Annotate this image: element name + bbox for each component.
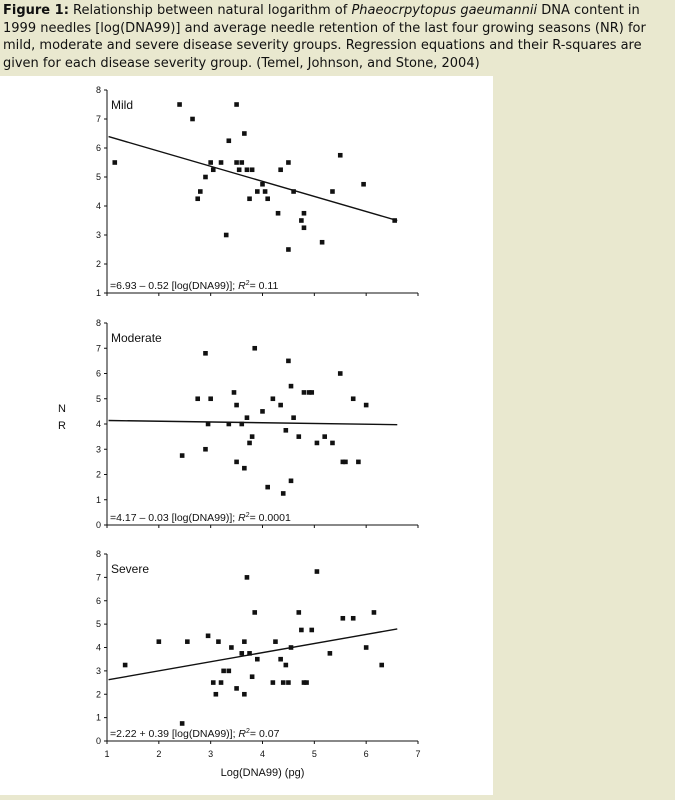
severe-data-point: [315, 569, 320, 574]
moderate-data-point: [260, 409, 265, 414]
mild-regression-line: [109, 137, 398, 221]
moderate-y-tick-label: 7: [95, 343, 101, 354]
mild-data-point: [234, 160, 239, 165]
moderate-data-point: [278, 403, 283, 408]
moderate-data-point: [232, 390, 237, 395]
y-axis-label-line: R: [58, 420, 66, 432]
severe-x-tick-label: 6: [363, 749, 369, 759]
figure-panel: [0, 76, 493, 795]
mild-panel-title: Mild: [111, 98, 134, 112]
moderate-y-tick-label: 8: [95, 318, 101, 328]
moderate-data-point: [203, 351, 208, 356]
figure-label: Figure 1:: [3, 3, 69, 18]
moderate-data-point: [284, 428, 289, 433]
severe-data-point: [304, 680, 309, 685]
mild-data-point: [198, 189, 203, 194]
severe-data-point: [299, 628, 304, 633]
severe-data-point: [229, 645, 234, 650]
mild-data-point: [263, 189, 268, 194]
moderate-data-point: [180, 453, 185, 458]
mild-data-point: [190, 117, 195, 122]
moderate-data-point: [364, 403, 369, 408]
moderate-y-tick-label: 1: [95, 494, 101, 505]
moderate-regression-line: [109, 420, 398, 424]
moderate-data-point: [206, 422, 211, 427]
mild-data-point: [276, 211, 281, 216]
mild-data-point: [242, 131, 247, 136]
mild-data-point: [224, 233, 229, 238]
moderate-y-tick-label: 3: [95, 444, 101, 455]
severe-data-point: [286, 680, 291, 685]
severe-y-tick-label: 8: [95, 549, 101, 559]
mild-y-tick-label: 6: [95, 143, 101, 153]
moderate-y-tick-label: 0: [95, 520, 101, 530]
moderate-regression-equation: =4.17 – 0.03 [log(DNA99)]; $R^2= 0.0001$: [110, 512, 291, 524]
moderate-y-tick-label: 5: [95, 393, 101, 404]
severe-data-point: [379, 663, 384, 668]
severe-data-point: [351, 616, 356, 621]
moderate-data-point: [239, 422, 244, 427]
mild-y-tick-label: 1: [95, 288, 101, 298]
severe-data-point: [341, 616, 346, 621]
moderate-data-point: [247, 441, 252, 446]
moderate-data-point: [250, 434, 255, 439]
mild-data-point: [265, 196, 270, 201]
moderate-data-point: [245, 415, 250, 420]
moderate-data-point: [208, 396, 213, 401]
mild-data-point: [338, 153, 343, 158]
severe-data-point: [372, 610, 377, 615]
severe-y-tick-label: 4: [95, 642, 101, 653]
y-axis-label-line: N: [58, 403, 66, 415]
severe-data-point: [206, 634, 211, 639]
moderate-data-point: [296, 434, 301, 439]
mild-y-tick-label: 5: [95, 172, 101, 182]
severe-data-point: [185, 639, 190, 644]
species-name: Phaeocrpytopus gaeumannii: [351, 3, 538, 18]
severe-data-point: [296, 610, 301, 615]
severe-x-tick-label: 3: [208, 749, 214, 759]
mild-data-point: [286, 247, 291, 252]
mild-data-point: [286, 160, 291, 165]
severe-data-point: [227, 669, 232, 674]
severe-data-point: [328, 651, 333, 656]
moderate-data-point: [289, 479, 294, 484]
mild-data-point: [255, 189, 260, 194]
moderate-data-point: [309, 390, 314, 395]
mild-data-point: [237, 167, 242, 172]
severe-data-point: [255, 657, 260, 662]
mild-y-tick-label: 3: [95, 230, 101, 240]
scatter-charts: [0, 76, 493, 795]
severe-data-point: [364, 645, 369, 650]
mild-data-point: [330, 189, 335, 194]
caption-text-1: Relationship between natural logarithm of: [68, 3, 352, 18]
mild-data-point: [291, 189, 296, 194]
moderate-data-point: [265, 485, 270, 490]
mild-data-point: [247, 196, 252, 201]
severe-data-point: [234, 686, 239, 691]
severe-data-point: [211, 680, 216, 685]
severe-x-tick-label: 7: [415, 749, 421, 759]
mild-data-point: [234, 102, 239, 107]
moderate-data-point: [343, 460, 348, 465]
severe-y-tick-label: 3: [95, 665, 101, 676]
severe-regression-equation: =2.22 + 0.39 [log(DNA99)]; $R^2= 0.07$: [110, 728, 280, 740]
severe-data-point: [214, 692, 219, 697]
mild-data-point: [208, 160, 213, 165]
severe-data-point: [219, 680, 224, 685]
severe-data-point: [245, 575, 250, 580]
moderate-data-point: [356, 460, 361, 465]
mild-data-point: [177, 102, 182, 107]
mild-data-point: [278, 167, 283, 172]
severe-data-point: [242, 692, 247, 697]
mild-data-point: [361, 182, 366, 187]
severe-data-point: [157, 639, 162, 644]
moderate-data-point: [330, 441, 335, 446]
caption-text-2: DNA content in 1999 needles [log(DNA99)] and average needle retention of the last four growing seasons (NR) for mild, moderate and severe disease severity groups. Regression equations and their R-squares are given for each disease severity group. (Temel, Johnson, and Stone, 2004): [3, 3, 646, 71]
moderate-data-point: [252, 346, 257, 351]
mild-data-point: [195, 196, 200, 201]
mild-y-tick-label: 8: [95, 85, 101, 95]
mild-data-point: [245, 167, 250, 172]
severe-x-tick-label: 5: [311, 749, 317, 759]
moderate-y-tick-label: 6: [95, 368, 101, 379]
mild-data-point: [203, 175, 208, 180]
mild-data-point: [302, 225, 307, 230]
severe-x-tick-label: 1: [104, 749, 110, 759]
severe-data-point: [247, 651, 252, 656]
mild-y-tick-label: 2: [95, 259, 101, 269]
severe-y-tick-label: 0: [95, 736, 101, 746]
moderate-y-tick-label: 2: [95, 469, 101, 480]
severe-y-tick-label: 1: [95, 712, 101, 723]
severe-data-point: [284, 663, 289, 668]
moderate-data-point: [322, 434, 327, 439]
moderate-data-point: [271, 396, 276, 401]
severe-data-point: [252, 610, 257, 615]
severe-y-tick-label: 5: [95, 619, 101, 630]
moderate-data-point: [291, 415, 296, 420]
severe-data-point: [309, 628, 314, 633]
moderate-data-point: [289, 384, 294, 389]
moderate-data-point: [195, 396, 200, 401]
severe-data-point: [281, 680, 286, 685]
x-axis-label: Log(DNA99) (pg): [220, 767, 305, 779]
severe-data-point: [221, 669, 226, 674]
moderate-data-point: [302, 390, 307, 395]
mild-y-tick-label: 7: [95, 114, 101, 124]
moderate-data-point: [286, 359, 291, 364]
mild-data-point: [211, 167, 216, 172]
moderate-data-point: [234, 403, 239, 408]
severe-panel-title: Severe: [111, 562, 150, 576]
moderate-data-point: [315, 441, 320, 446]
severe-data-point: [242, 639, 247, 644]
mild-data-point: [320, 240, 325, 245]
severe-y-tick-label: 6: [95, 595, 101, 606]
moderate-y-tick-label: 4: [95, 419, 101, 429]
mild-data-point: [227, 138, 232, 143]
mild-data-point: [260, 182, 265, 187]
moderate-panel-title: Moderate: [111, 331, 162, 345]
severe-y-tick-label: 7: [95, 572, 101, 583]
moderate-data-point: [351, 396, 356, 401]
mild-data-point: [299, 218, 304, 223]
moderate-data-point: [338, 371, 343, 376]
severe-x-tick-label: 2: [156, 749, 162, 759]
mild-data-point: [219, 160, 224, 165]
severe-data-point: [278, 657, 283, 662]
severe-data-point: [273, 639, 278, 644]
severe-y-tick-label: 2: [95, 689, 101, 700]
severe-data-point: [250, 674, 255, 679]
severe-data-point: [180, 721, 185, 726]
severe-data-point: [123, 663, 128, 668]
moderate-data-point: [234, 460, 239, 465]
severe-data-point: [289, 645, 294, 650]
severe-x-tick-label: 4: [259, 749, 266, 759]
figure-caption: [3, 2, 671, 72]
mild-data-point: [302, 211, 307, 216]
mild-regression-equation: =6.93 – 0.52 [log(DNA99)]; $R^2= 0.11$: [110, 280, 279, 292]
severe-data-point: [216, 639, 221, 644]
mild-data-point: [392, 218, 397, 223]
severe-data-point: [239, 651, 244, 656]
severe-regression-line: [109, 629, 398, 680]
mild-data-point: [239, 160, 244, 165]
moderate-data-point: [281, 491, 286, 496]
mild-y-tick-label: 4: [95, 201, 101, 211]
moderate-data-point: [203, 447, 208, 452]
moderate-data-point: [242, 466, 247, 471]
mild-data-point: [112, 160, 117, 165]
moderate-data-point: [227, 422, 232, 427]
severe-data-point: [271, 680, 276, 685]
mild-data-point: [250, 167, 255, 172]
